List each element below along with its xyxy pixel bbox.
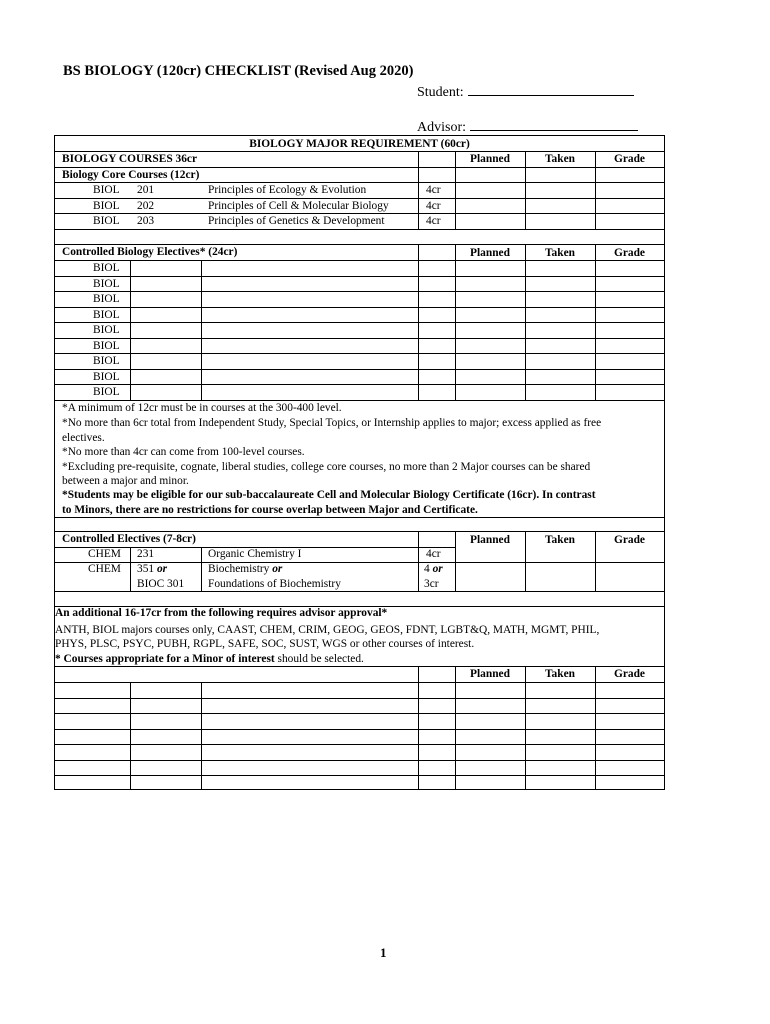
col-planned: Planned	[470, 668, 510, 680]
controlled-title: Organic Chemistry I	[208, 548, 302, 560]
col-taken: Taken	[545, 247, 575, 259]
student-label: Student:	[417, 85, 464, 100]
col-grade: Grade	[613, 534, 645, 546]
additional-row[interactable]	[55, 698, 664, 699]
controlled-title: Foundations of Biochemistry	[208, 578, 341, 590]
elective-row: BIOL	[93, 339, 120, 352]
major-heading: BIOLOGY MAJOR REQUIREMENT (60cr)	[249, 138, 470, 150]
core-title: Principles of Cell & Molecular Biology	[208, 200, 389, 212]
additional-note: * Courses appropriate for a Minor of interest should be selected.	[55, 653, 364, 665]
col-grade: Grade	[613, 153, 645, 165]
additional-line: ANTH, BIOL majors courses only, CAAST, CHEM, CRIM, GEOG, GEOS, FDNT, LGBT&Q, MATH, MGMT, PHIL,	[55, 624, 600, 636]
student-field[interactable]	[417, 81, 634, 101]
elective-row: BIOL	[93, 324, 120, 336]
controlled-dept: CHEM	[88, 548, 121, 560]
additional-row[interactable]	[55, 744, 664, 745]
controlled-heading: Controlled Electives (7-8cr)	[62, 533, 196, 545]
page-number: 1	[380, 945, 387, 960]
page-title: BS BIOLOGY (120cr) CHECKLIST (Revised Aug 2020)	[63, 63, 414, 79]
core-cr: 4cr	[426, 215, 441, 227]
core-dept: BIOL	[93, 184, 120, 196]
additional-row[interactable]	[55, 775, 664, 776]
student-blank[interactable]	[468, 81, 634, 96]
core-title: Principles of Genetics & Development	[208, 215, 385, 227]
advisor-blank[interactable]	[470, 116, 638, 131]
additional-row[interactable]	[55, 682, 664, 683]
col-planned: Planned	[470, 153, 510, 165]
additional-row[interactable]	[55, 713, 664, 714]
elective-row: BIOL	[93, 262, 120, 274]
note-line: *No more than 6cr total from Independent Study, Special Topics, or Internship applies to major; excess applied as free	[62, 417, 602, 429]
core-dept: BIOL	[93, 200, 120, 212]
core-num: 202	[137, 200, 155, 212]
advisor-field[interactable]	[417, 116, 638, 136]
controlled-title: Biochemistry or	[208, 563, 283, 575]
core-num: 201	[137, 184, 155, 196]
core-cr: 4cr	[426, 200, 441, 212]
note-line: *Excluding pre-requisite, cognate, liberal studies, college core courses, no more than 2 Major courses can be shared	[62, 461, 591, 473]
core-cr: 4cr	[426, 184, 441, 196]
advisor-label: Advisor:	[417, 120, 466, 135]
controlled-cr: 3cr	[424, 578, 439, 590]
elective-row: BIOL	[93, 308, 120, 321]
note-line: between a major and minor.	[62, 475, 189, 487]
col-grade: Grade	[613, 247, 645, 259]
core-dept: BIOL	[93, 215, 120, 227]
additional-line: PHYS, PLSC, PSYC, PUBH, RGPL, SAFE, SOC, SUST, WGS or other courses of interest.	[55, 638, 475, 650]
courses-heading: BIOLOGY COURSES 36cr	[62, 153, 198, 165]
elective-row: BIOL	[93, 386, 120, 398]
elective-row: BIOL	[93, 293, 120, 305]
note-line: *No more than 4cr can come from 100-level courses.	[62, 446, 305, 458]
core-title: Principles of Ecology & Evolution	[208, 184, 367, 196]
elective-row: BIOL	[93, 370, 120, 383]
certificate-note: to Minors, there are no restrictions for course overlap between Major and Certificate.	[62, 504, 478, 516]
elective-row: BIOL	[93, 355, 120, 367]
controlled-cr: 4 or	[424, 563, 443, 575]
controlled-num: 351 or	[137, 563, 168, 575]
controlled-dept: CHEM	[88, 563, 121, 575]
col-taken: Taken	[545, 534, 575, 546]
elective-row: BIOL	[93, 277, 120, 290]
core-num: 203	[137, 215, 155, 227]
controlled-cr: 4cr	[426, 548, 441, 560]
controlled-num: BIOC 301	[137, 578, 185, 590]
core-heading: Biology Core Courses (12cr)	[62, 169, 200, 181]
additional-heading: An additional 16-17cr from the following requires advisor approval*	[55, 607, 388, 619]
note-line: electives.	[62, 432, 105, 444]
additional-row[interactable]	[55, 729, 664, 730]
additional-row[interactable]	[55, 760, 664, 761]
controlled-num: 231	[137, 548, 155, 560]
col-planned: Planned	[470, 247, 510, 259]
col-planned: Planned	[470, 534, 510, 546]
col-taken: Taken	[545, 153, 575, 165]
note-line: *A minimum of 12cr must be in courses at the 300-400 level.	[62, 402, 342, 414]
certificate-note: *Students may be eligible for our sub-baccalaureate Cell and Molecular Biology Certificate (16cr). In contrast	[62, 489, 596, 501]
electives-heading: Controlled Biology Electives* (24cr)	[62, 246, 238, 258]
col-taken: Taken	[545, 668, 575, 680]
checklist-table	[54, 135, 665, 790]
col-grade: Grade	[613, 668, 645, 680]
